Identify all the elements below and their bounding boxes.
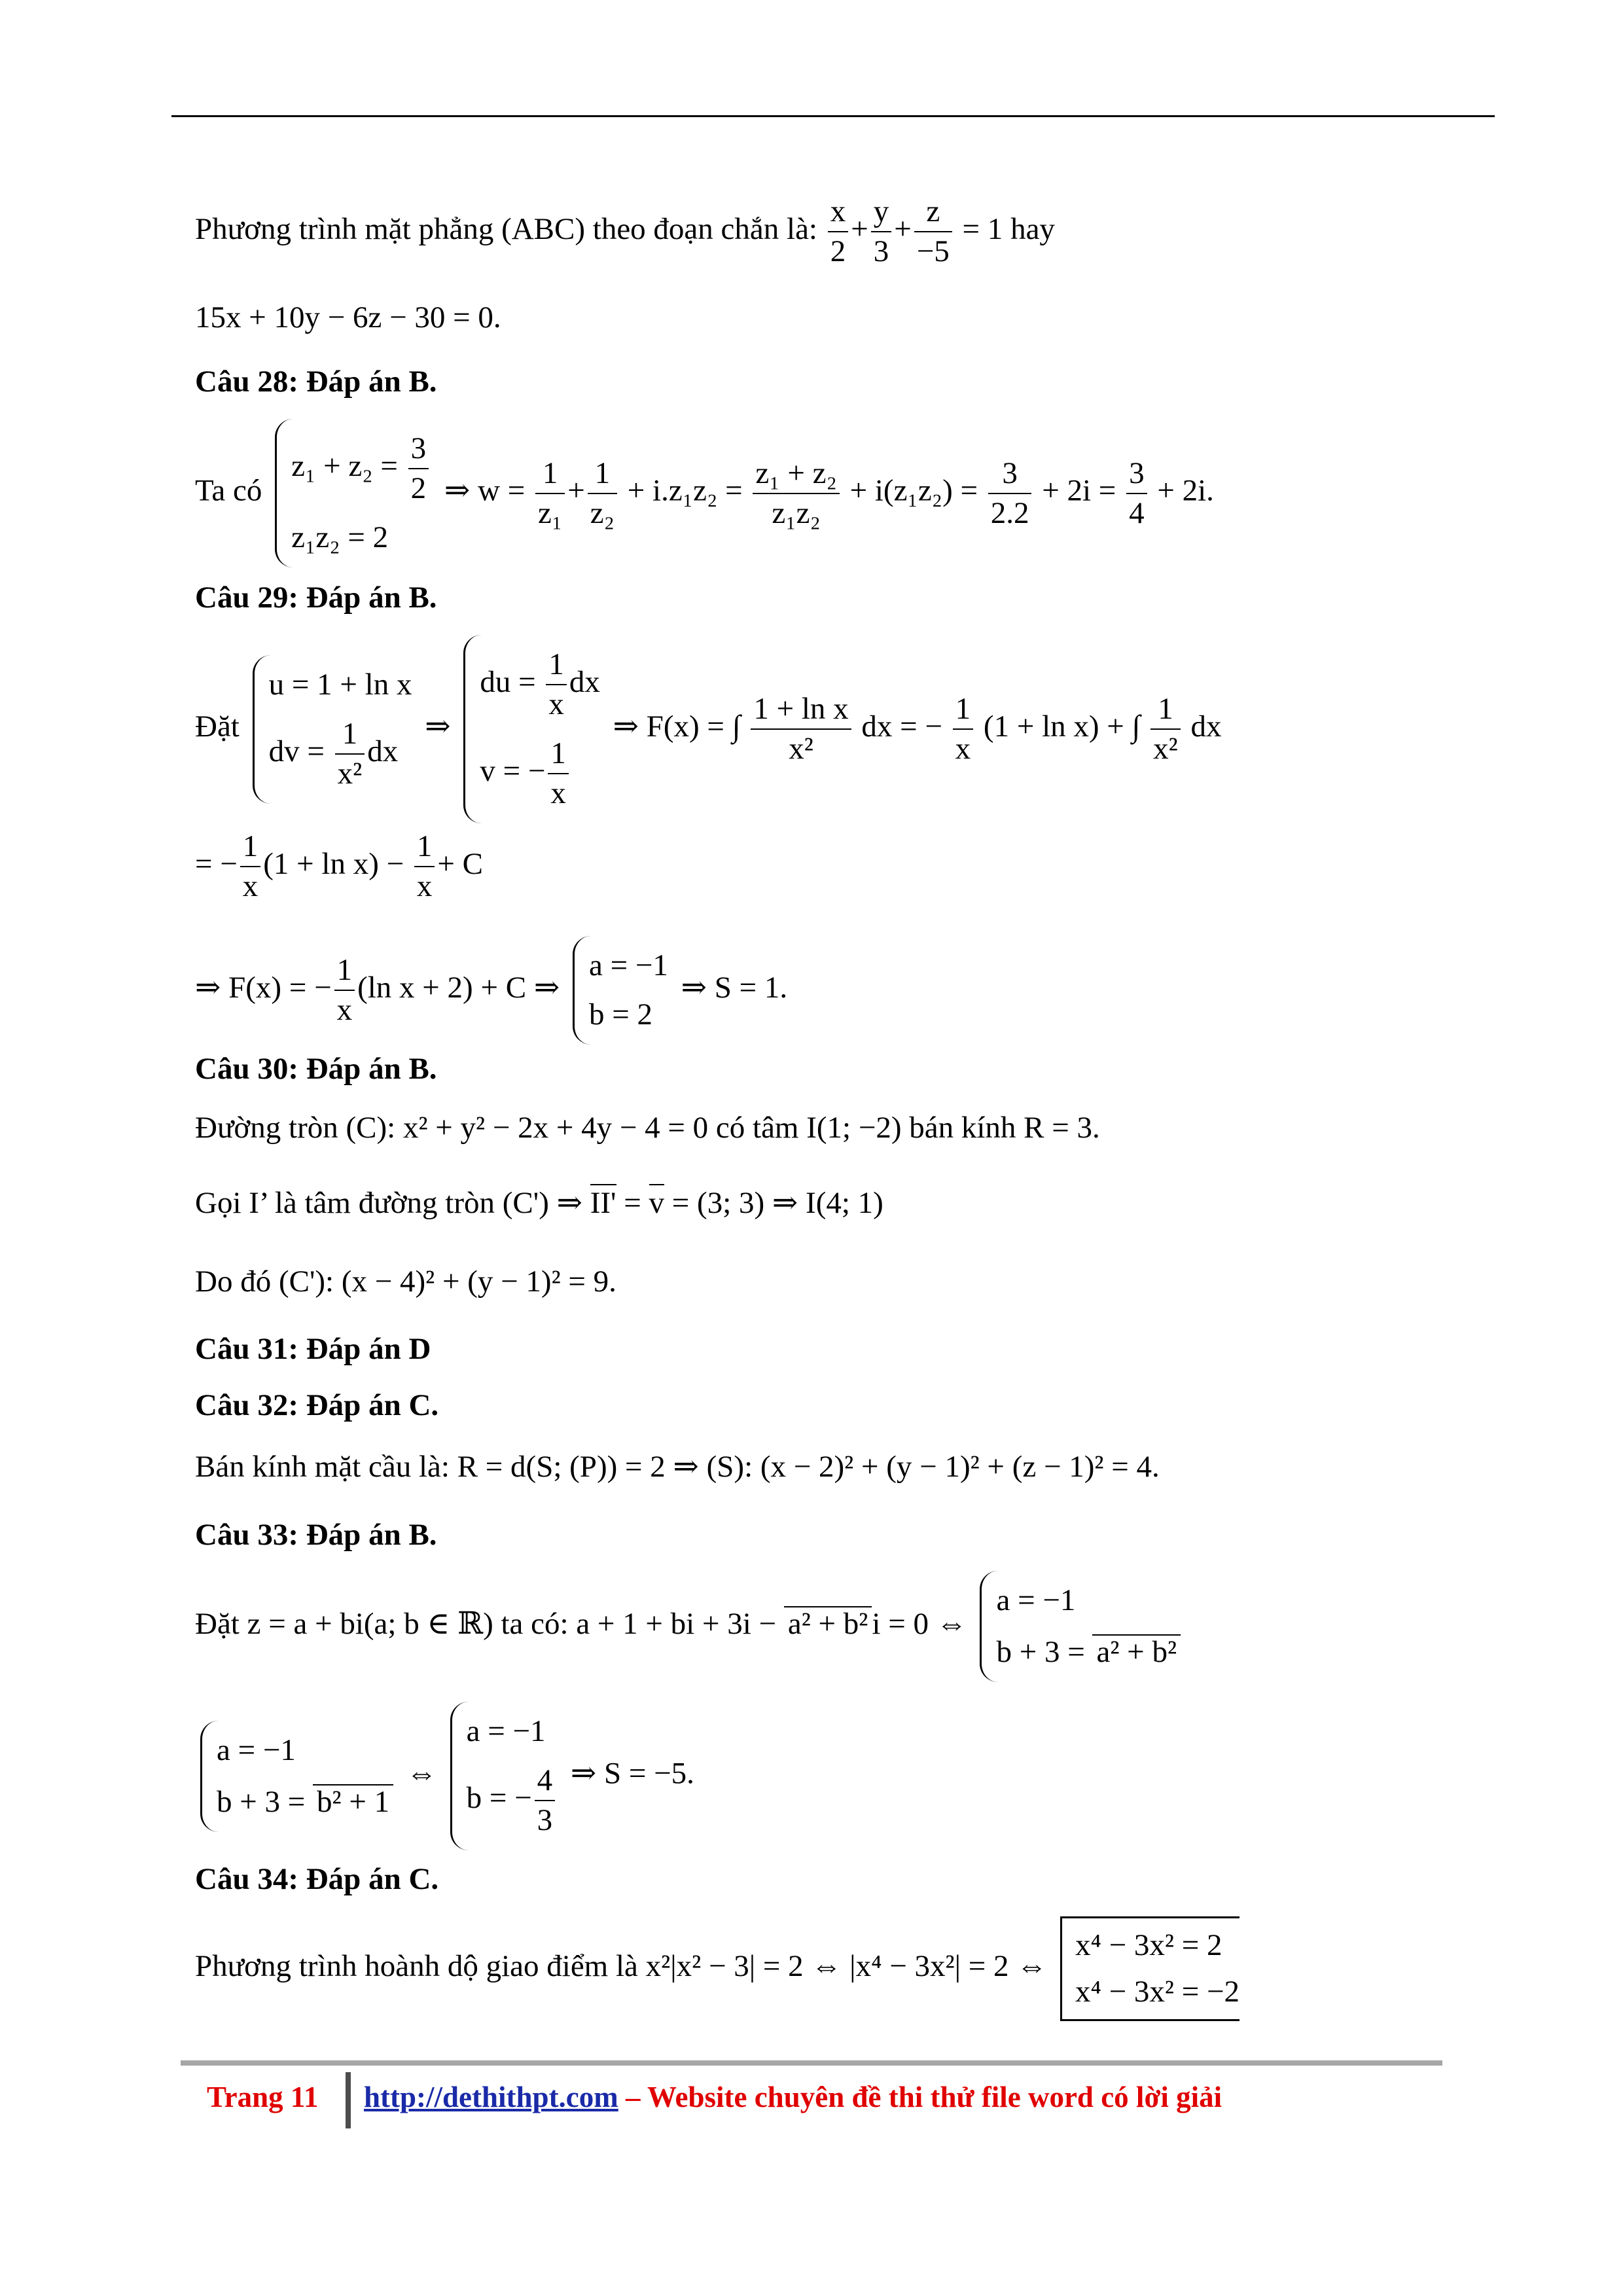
q32-heading: Câu 32: Đáp án C. [195, 1388, 439, 1422]
intro-hay: hay [1010, 211, 1055, 246]
q28-line: Ta có z₁ + z₂ = $\frac{3}{2}$ z₁z₂ = 2 ⇒ w = $\frac{1}{\text{z₁}}$ + $\frac{1}{\text{z₂}}$ + i.z₁z₂ = $\frac{\text{z₁ + z₂}}{\text{z₁z₂}}$ + i(z₁z₂) = $\frac{3}{2.2}$ + 2i = $\frac{3}{4}$ + 2i. [195, 419, 1214, 567]
fraction: $\frac{y}{3}$ [871, 196, 892, 267]
q31-heading: Câu 31: Đáp án D [195, 1332, 431, 1366]
system-brace: a = −1 b = 2 [573, 936, 668, 1045]
footer-page-number: Trang 11 [207, 2081, 319, 2113]
footer-link[interactable]: http://dethithpt.com [364, 2081, 618, 2113]
intro-text: Phương trình mặt phẳng (ABC) theo đoạn chắn là: [195, 211, 817, 246]
system-brace: a = −1 b + 3 = a² + b² [980, 1571, 1181, 1682]
q34-heading: Câu 34: Đáp án C. [195, 1862, 439, 1896]
fraction: $\frac{z}{-5}$ [914, 196, 952, 267]
intro-rhs: = 1 [962, 211, 1003, 246]
system-brace: du = $\frac{1}{x}$ dx v = − $\frac{1}{x}$ [463, 635, 600, 823]
q33-heading: Câu 33: Đáp án B. [195, 1518, 437, 1552]
footer-text [364, 2080, 1222, 2114]
q33-line1: Đặt z = a + bi(a; b ∈ ℝ) ta có: a + 1 + bi + 3i − a² + b² i = 0 ⇔ a = −1 b + 3 = a² + b² [195, 1571, 1186, 1682]
intro-equation: 15x + 10y − 6z − 30 = 0. [195, 300, 501, 334]
q29-line3: ⇒ F(x) = − $\frac{1}{x}$ (ln x + 2) + C ⇒ a = −1 b = 2 ⇒ S = 1. [195, 936, 787, 1045]
q34-line1: Phương trình hoành dộ giao điểm là x²|x² − 3| = 2 ⇔ |x⁴ − 3x²| = 2 ⇔ x⁴ − 3x² = 2 x⁴ − 3x² = −2 [195, 1916, 1245, 2021]
q30-line2: Gọi I’ là tâm đường tròn (C') ⇒ II' = v = (3; 3) ⇒ I(4; 1) [195, 1186, 883, 1220]
fraction: $\frac{x}{2}$ [828, 196, 849, 267]
solution-bracket: x⁴ − 3x² = 2 x⁴ − 3x² = −2 [1060, 1916, 1240, 2021]
q29-line2: = − $\frac{1}{x}$ (1 + ln x) − $\frac{1}{x}$ + C [195, 829, 483, 903]
system-brace: a = −1 b = − $\frac{4}{3}$ [450, 1702, 558, 1850]
q30-heading: Câu 30: Đáp án B. [195, 1052, 437, 1086]
q30-line1: Đường tròn (C): x² + y² − 2x + 4y − 4 = 0 có tâm I(1; −2) bán kính R = 3. [195, 1111, 1100, 1145]
q33-line2: a = −1 b + 3 = b² + 1 ⇔ a = −1 b = − $\frac{4}{3}$ ⇒ S = −5. [195, 1702, 694, 1850]
intro-line: Phương trình mặt phẳng (ABC) theo đoạn chắn là: $\frac{x}{2}$ + $\frac{y}{3}$ + $\frac{z}{-5}$ = 1 hay [195, 194, 1055, 268]
q28-heading: Câu 28: Đáp án B. [195, 365, 437, 399]
q29-heading: Câu 29: Đáp án B. [195, 581, 437, 615]
system-brace: a = −1 b + 3 = b² + 1 [200, 1721, 393, 1832]
footer-separator [346, 2072, 351, 2128]
header-rule [171, 115, 1495, 117]
system-brace: z₁ + z₂ = $\frac{3}{2}$ z₁z₂ = 2 [275, 419, 431, 567]
square-root: a² + b² [784, 1606, 872, 1640]
q29-line1: Đặt u = 1 + ln x dv = $\frac{1}{\text{x²}}$ dx ⇒ du = $\frac{1}{x}$ dx v = − $\frac{1}{x}$ ⇒ F(x) = ∫ $\frac{\text{1 + ln x}}{\text{x²}}$ dx = − $\frac{1}{x}$ (1 + ln x) + ∫ $\frac{1}{\text{x²}}$ dx [195, 635, 1222, 823]
system-brace: u = 1 + ln x dv = $\frac{1}{\text{x²}}$ dx [253, 655, 412, 804]
q32-line1: Bán kính mặt cầu là: R = d(S; (P)) = 2 ⇒ (S): (x − 2)² + (y − 1)² + (z − 1)² = 4. [195, 1450, 1160, 1484]
footer-tagline: – Website chuyên đề thi thử file word có lời giải [618, 2081, 1222, 2113]
q30-line3: Do đó (C'): (x − 4)² + (y − 1)² = 9. [195, 1265, 616, 1299]
footer-rule [181, 2060, 1442, 2066]
